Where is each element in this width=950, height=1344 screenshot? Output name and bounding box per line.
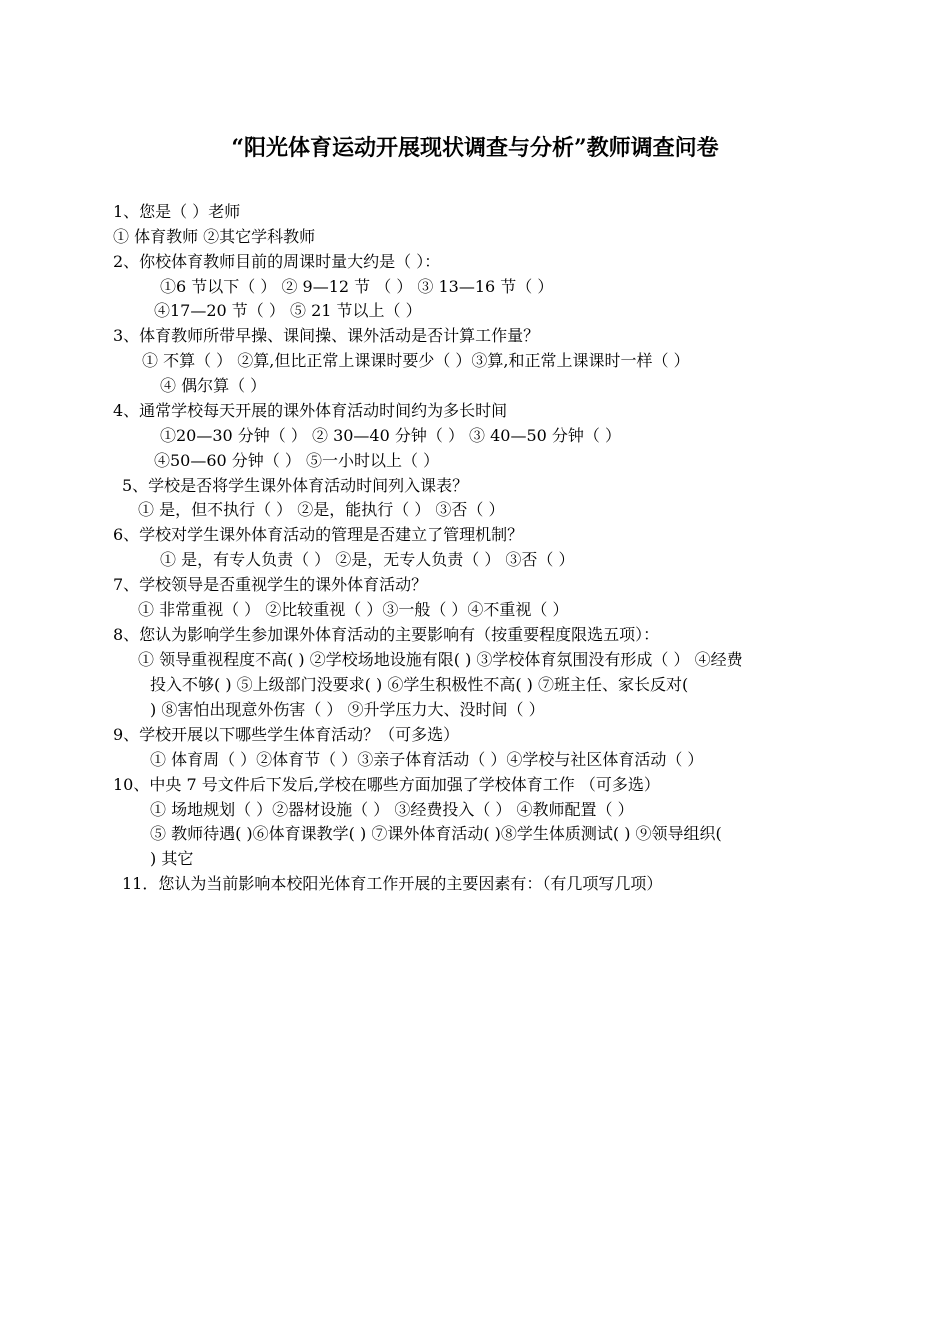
q1-question: 1、您是（ ）老师	[113, 202, 241, 221]
q2-options-row1: ①6 节以下（ ） ② 9—12 节 （ ） ③ 13—16 节（ ）	[160, 277, 554, 296]
q10-options-row2: ⑤ 教师待遇( )⑥体育课教学( ) ⑦课外体育活动( )⑧学生体质测试( ) ⑨领导组织(	[150, 824, 722, 843]
q3-options-row2: ④ 偶尔算（ ）	[160, 376, 267, 395]
q8-options-row1: ① 领导重视程度不高( ) ②学校场地设施有限( ) ③学校体育氛围没有形成（ ） ④经费	[138, 650, 743, 669]
q4-options-row1: ①20—30 分钟（ ） ② 30—40 分钟（ ） ③ 40—50 分钟（ ）	[160, 426, 622, 445]
q1-options: ① 体育教师 ②其它学科教师	[113, 227, 316, 246]
q10-options-row1: ① 场地规划（ ）②器材设施（ ） ③经费投入（ ） ④教师配置（ ）	[150, 800, 634, 819]
q10-options-row3: ) 其它	[150, 849, 194, 868]
q4-question: 4、通常学校每天开展的课外体育活动时间约为多长时间	[113, 401, 508, 420]
q5-options: ① 是，但不执行（ ） ②是，能执行（ ） ③否（ ）	[138, 500, 505, 519]
q4-options-row2: ④50—60 分钟（ ） ⑤一小时以上（ ）	[154, 451, 440, 470]
q10-question: 10、中央 7 号文件后下发后,学校在哪些方面加强了学校体育工作 （可多选）	[113, 775, 660, 794]
q8-options-row3: ) ⑧害怕出现意外伤害（ ） ⑨升学压力大、没时间（ ）	[150, 700, 545, 719]
q3-options-row1: ① 不算（ ） ②算,但比正常上课课时要少（ ）③算,和正常上课课时一样（ ）	[142, 351, 690, 370]
q6-question: 6、学校对学生课外体育活动的管理是否建立了管理机制？	[113, 525, 524, 544]
q3-question: 3、体育教师所带早操、课间操、课外活动是否计算工作量？	[113, 326, 540, 345]
q5-question: 5、学校是否将学生课外体育活动时间列入课表？	[122, 476, 469, 495]
q11-question: 11．您认为当前影响本校阳光体育工作开展的主要因素有：（有几项写几项）	[122, 874, 663, 893]
q7-options: ① 非常重视（ ） ②比较重视（ ）③一般（ ）④不重视（ ）	[138, 600, 569, 619]
q2-question: 2、你校体育教师目前的周课时量大约是（ ）：	[113, 252, 441, 271]
q6-options: ① 是，有专人负责（ ） ②是，无专人负责（ ） ③否（ ）	[160, 550, 575, 569]
q8-question: 8、您认为影响学生参加课外体育活动的主要影响有（按重要程度限选五项）：	[113, 625, 660, 644]
q9-question: 9、学校开展以下哪些学生体育活动？（可多选）	[113, 725, 460, 744]
q7-question: 7、学校领导是否重视学生的课外体育活动？	[113, 575, 428, 594]
q8-options-row2: 投入不够( ) ⑤上级部门没要求( ) ⑥学生积极性不高( ) ⑦班主任、家长反对(	[150, 675, 689, 694]
q2-options-row2: ④17—20 节（ ） ⑤ 21 节以上（ ）	[154, 301, 422, 320]
page-title: “阳光体育运动开展现状调查与分析”教师调查问卷	[231, 135, 719, 161]
q9-options: ① 体育周（ ）②体育节（ ）③亲子体育活动（ ）④学校与社区体育活动（ ）	[150, 750, 704, 769]
